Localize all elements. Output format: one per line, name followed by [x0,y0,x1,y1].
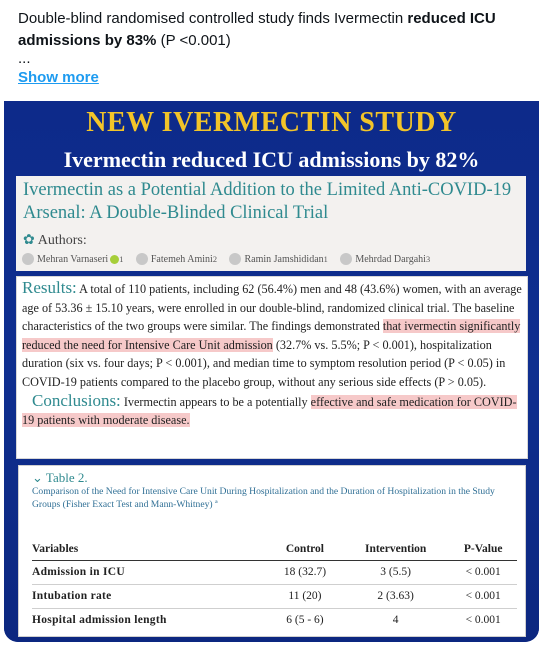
tweet-text-bold: reduced ICU admissions by 83% [18,10,496,49]
tweet-text-tail: (P <0.001) [156,32,231,49]
show-more-link[interactable]: Show more [18,69,99,86]
results-label: Results: [22,278,77,297]
tweet-media-image[interactable] [4,101,539,642]
conclusions-label: Conclusions: [32,390,121,410]
table-row [32,584,517,608]
table-header-row [32,532,517,560]
authors-label: Authors: [37,233,87,248]
image-background [4,101,539,642]
table-title-text: Table 2. [45,470,88,485]
orcid-icon [110,255,119,264]
paper-title: Ivermectin as a Potential Addition to the Limited Anti-COVID-19 Arsenal: A Double-Blinded Clinical Trial [23,180,512,223]
author-item [136,253,217,265]
author-name: Fatemeh Amini [150,253,213,265]
cell-control: 18 (32.7) [268,560,342,584]
image-headline: NEW IVERMECTIN STUDY [86,107,457,138]
cell-variable: Hospital admission length [32,614,167,627]
header-variables: Variables [32,532,268,560]
avatar-icon [229,253,241,265]
header-pvalue: P-Value [449,532,517,560]
cell-control: 6 (5 - 6) [286,614,324,627]
table-caption: Comparison of the Need for Intensive Care Unit During Hospitalization and the Duration of Hospitalization in the Study Groups (Fisher Exact Test and Mann-Whitney) ª [32,486,495,510]
author-name: Mehrdad Dargahi [355,253,426,265]
tweet-text [18,8,530,52]
author-sup: 2 [212,254,217,264]
cell-variable: Admission in ICU [32,560,268,584]
cell-control: 11 (20) [268,584,342,608]
results-abstract [16,276,528,459]
image-subhead: Ivermectin reduced ICU admissions by 82% [63,147,480,172]
authors-label-row [23,232,87,249]
avatar-icon [136,253,148,265]
table-title [32,470,88,486]
conclusions-part: Ivermectin appears to be a potentially [120,394,311,409]
tweet-ellipsis: ... [18,50,31,67]
author-sup: 3 [425,254,431,264]
cell-intervention: 4 [392,614,399,627]
avatar-icon [340,253,352,265]
author-sup: 1 [323,254,328,264]
paper-header [16,176,526,271]
table-row [32,560,517,584]
avatar-icon [22,253,34,265]
conclusions-highlight: effective and safe medication for COVID-19 patients with moderate disease. [22,394,517,428]
author-item [22,253,123,265]
author-sup: 1 [119,254,124,264]
cell-variable: Intubation rate [32,584,268,608]
leaf-icon: ✿ [23,233,35,248]
author-name: Mehran Varnaseri [37,253,109,265]
results-part1: A total of 110 patients, including 62 (56.4%) men and 48 (43.6%) women, with an average age of 53.36 ± 15.10 years, were enrolled in our double-blind, randomized clinical trial. The baseline characteristics of the two groups were similar. The findings demonstrated [22,282,522,334]
author-item [229,253,327,265]
results-part2: (32.7% vs. 5.5%; P < 0.001), hospitalization duration (six vs. four days; P < 0.001), and median time to symptom resolution period (P < 0.05) in COVID-19 patients compared to the placebo group, without any serious side effects (P > 0.05). [22,337,506,389]
author-item [340,253,430,265]
table-row [32,608,517,632]
results-table-panel [18,465,526,637]
header-control: Control [268,532,342,560]
cell-pvalue: < 0.001 [449,584,517,608]
chevron-down-icon: ⌄ [32,470,43,485]
cell-pvalue: < 0.001 [449,560,517,584]
header-intervention: Intervention [342,532,450,560]
results-text [22,279,524,430]
results-table [32,532,517,632]
author-name: Ramin Jamshididan [244,253,324,265]
cell-pvalue: < 0.001 [465,614,501,627]
cell-intervention: 3 (5.5) [342,560,450,584]
results-highlight-icu: that ivermectin significantly reduced the need for Intensive Care Unit admission [22,319,521,352]
author-list [22,253,522,268]
cell-intervention: 2 (3.63) [342,584,450,608]
tweet-text-plain: Double-blind randomised controlled study finds Ivermectin [18,10,408,27]
